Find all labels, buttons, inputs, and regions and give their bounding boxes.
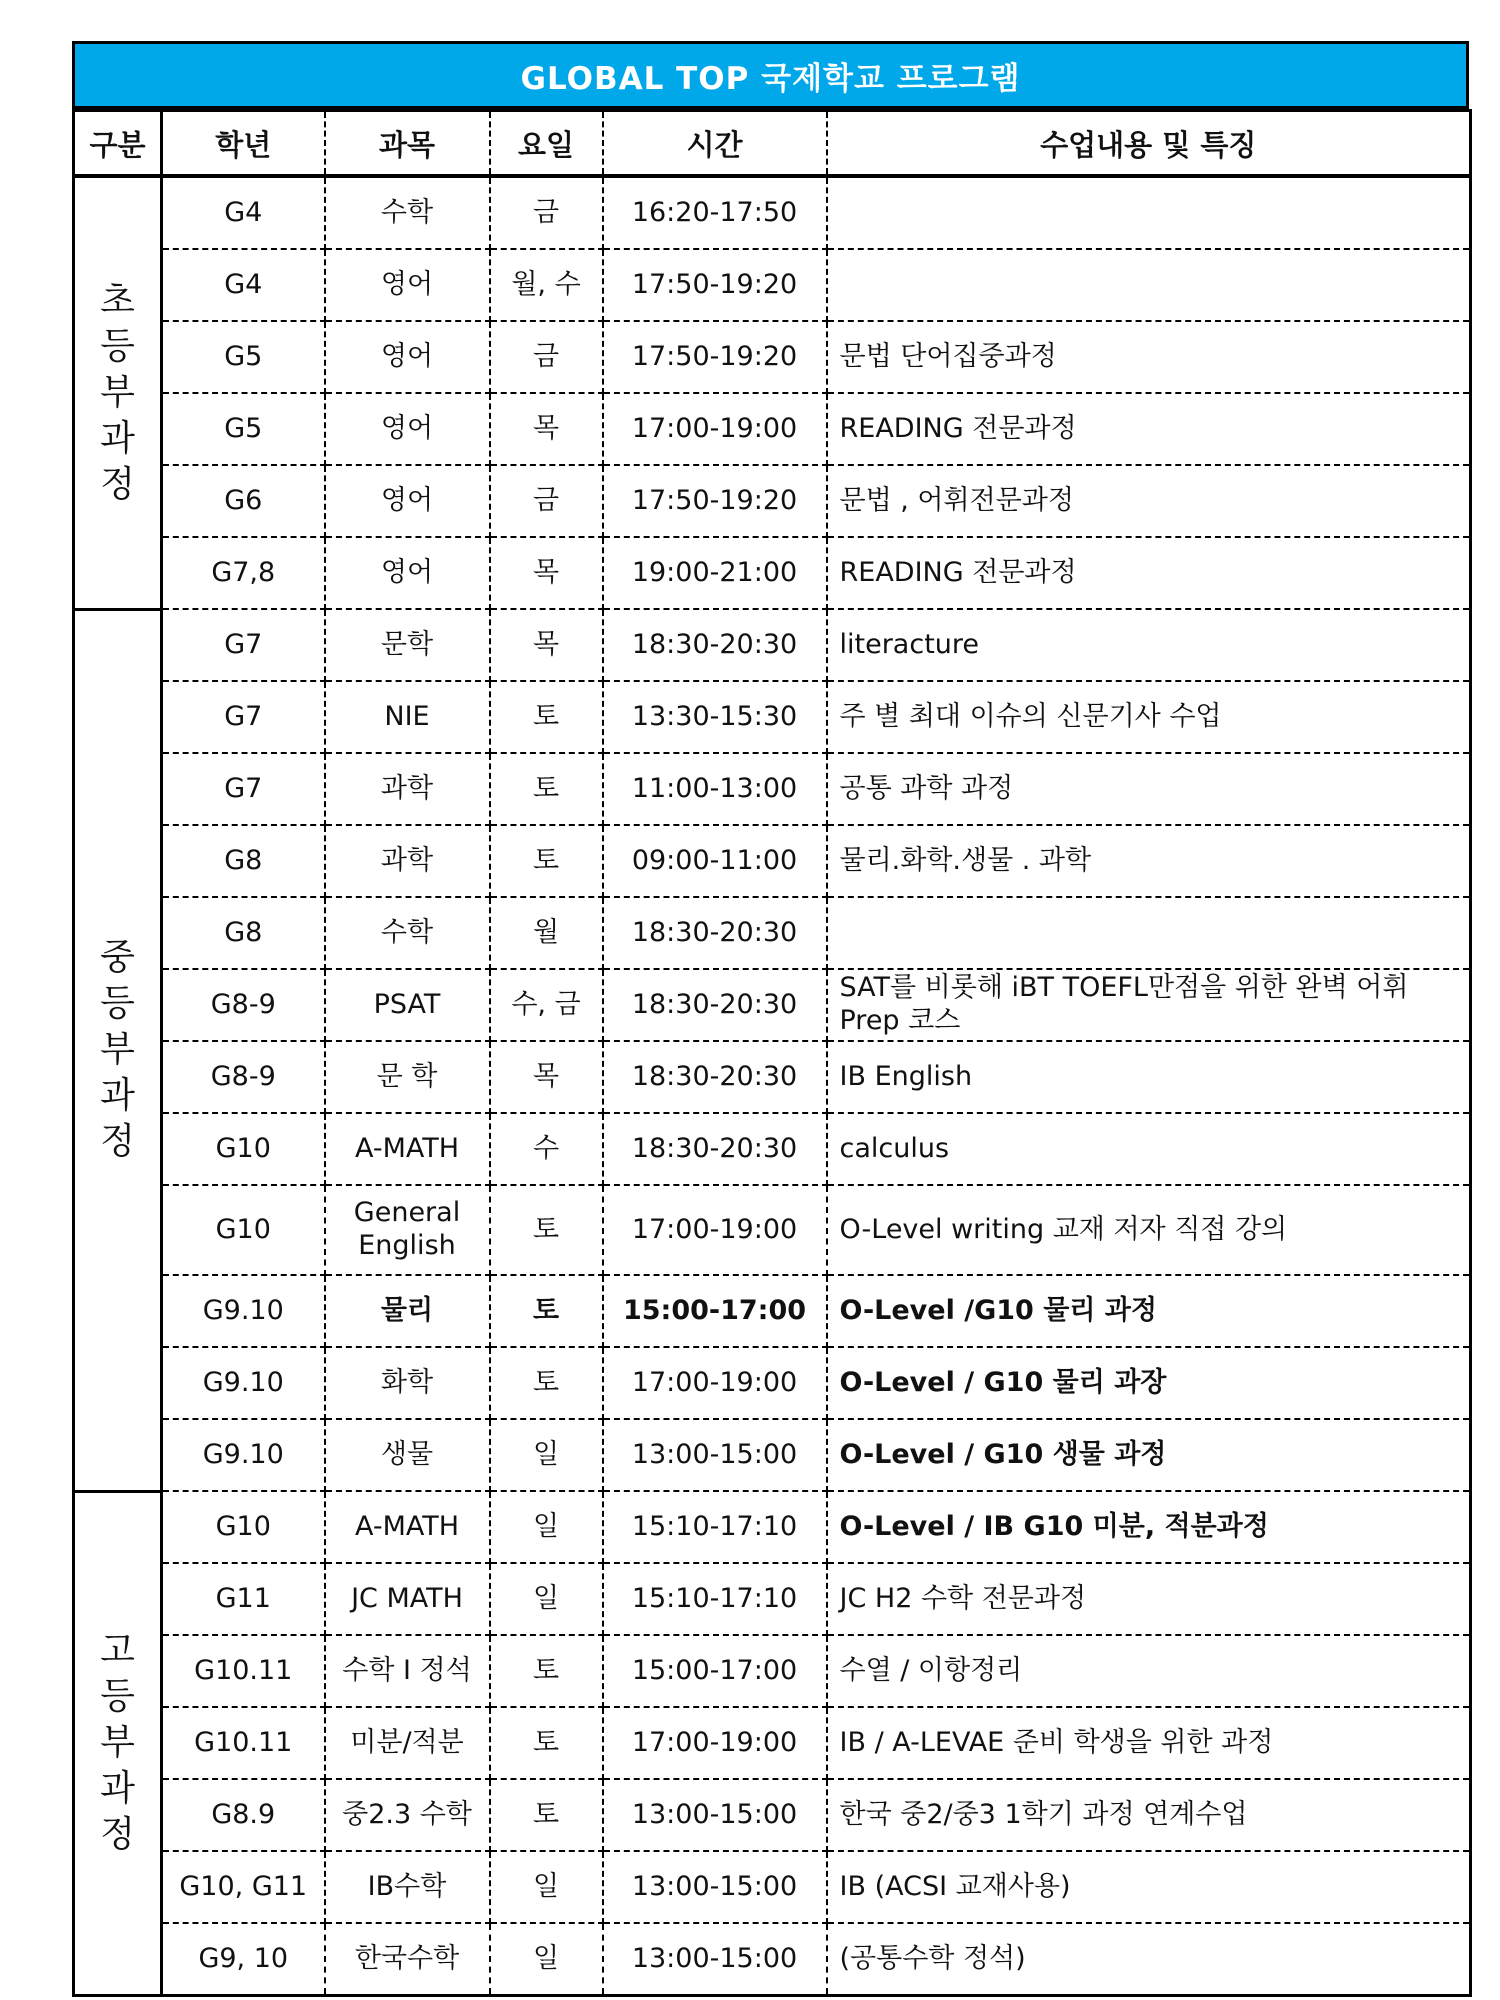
table-row	[74, 321, 1471, 393]
day-cell: 토	[490, 1347, 603, 1419]
header-day: 요일	[490, 111, 603, 177]
header-time: 시간	[603, 111, 827, 177]
table-row	[74, 537, 1471, 609]
subject-cell: NIE	[325, 681, 490, 753]
time-cell: 13:00-15:00	[603, 1851, 827, 1923]
table-row	[74, 1347, 1471, 1419]
day-cell: 일	[490, 1923, 603, 1996]
subject-cell: 수학	[325, 897, 490, 969]
grade-cell: G9, 10	[162, 1923, 325, 1996]
table-row	[74, 176, 1471, 249]
grade-cell: G8	[162, 825, 325, 897]
description-cell: 물리.화학.생물 . 과학	[827, 825, 1471, 897]
subject-cell: 영어	[325, 393, 490, 465]
day-cell: 수	[490, 1113, 603, 1185]
description-cell	[827, 176, 1471, 249]
table-row	[74, 1275, 1471, 1347]
description-cell: O-Level writing 교재 저자 직접 강의	[827, 1185, 1471, 1275]
description-cell: O-Level / G10 물리 과장	[827, 1347, 1471, 1419]
subject-cell: 미분/적분	[325, 1707, 490, 1779]
description-cell: READING 전문과정	[827, 537, 1471, 609]
table-row	[74, 1923, 1471, 1996]
subject-cell: 영어	[325, 249, 490, 321]
grade-cell: G9.10	[162, 1347, 325, 1419]
grade-cell: G10	[162, 1113, 325, 1185]
time-cell: 15:10-17:10	[603, 1563, 827, 1635]
time-cell: 18:30-20:30	[603, 1041, 827, 1113]
day-cell: 토	[490, 1635, 603, 1707]
time-cell: 15:00-17:00	[603, 1635, 827, 1707]
header-subject: 과목	[325, 111, 490, 177]
header-grade: 학년	[162, 111, 325, 177]
header-row	[74, 111, 1471, 177]
description-cell	[827, 249, 1471, 321]
day-cell: 일	[490, 1851, 603, 1923]
table-row	[74, 393, 1471, 465]
section-label-char: 정	[100, 1814, 135, 1856]
grade-cell: G10, G11	[162, 1851, 325, 1923]
subject-cell: 문학	[325, 609, 490, 681]
section-label-char: 정	[100, 463, 135, 505]
day-cell: 일	[490, 1419, 603, 1491]
header-description: 수업내용 및 특징	[827, 111, 1471, 177]
subject-cell: 영어	[325, 537, 490, 609]
description-cell: 문법 , 어휘전문과정	[827, 465, 1471, 537]
description-cell: 문법 단어집중과정	[827, 321, 1471, 393]
section-label-char: 등	[100, 982, 135, 1024]
subject-cell: A-MATH	[325, 1491, 490, 1563]
table-row	[74, 1491, 1471, 1563]
time-cell: 17:50-19:20	[603, 465, 827, 537]
description-cell: SAT를 비롯해 iBT TOEFL만점을 위한 완벽 어휘 Prep 코스	[827, 969, 1471, 1041]
section-label-char: 등	[100, 1676, 135, 1718]
section-label-char: 부	[100, 1722, 135, 1764]
day-cell: 금	[490, 176, 603, 249]
description-cell: 주 별 최대 이슈의 신문기사 수업	[827, 681, 1471, 753]
grade-cell: G7	[162, 609, 325, 681]
grade-cell: G8-9	[162, 969, 325, 1041]
subject-cell: 수학 I 정석	[325, 1635, 490, 1707]
grade-cell: G11	[162, 1563, 325, 1635]
description-cell: (공통수학 정석)	[827, 1923, 1471, 1996]
section-label	[74, 176, 162, 609]
subject-cell: 화학	[325, 1347, 490, 1419]
table-row	[74, 1851, 1471, 1923]
time-cell: 17:50-19:20	[603, 321, 827, 393]
subject-cell: General English	[325, 1185, 490, 1275]
table-row	[74, 681, 1471, 753]
section-label	[74, 609, 162, 1491]
section-label-char: 부	[100, 371, 135, 413]
table-row	[74, 465, 1471, 537]
subject-cell: 중2.3 수학	[325, 1779, 490, 1851]
grade-cell: G10	[162, 1185, 325, 1275]
page-title: GLOBAL TOP 국제학교 프로그램	[72, 41, 1469, 109]
grade-cell: G8-9	[162, 1041, 325, 1113]
grade-cell: G7	[162, 681, 325, 753]
time-cell: 18:30-20:30	[603, 609, 827, 681]
grade-cell: G10.11	[162, 1635, 325, 1707]
subject-cell: 과학	[325, 753, 490, 825]
day-cell: 토	[490, 681, 603, 753]
description-cell: literacture	[827, 609, 1471, 681]
time-cell: 15:10-17:10	[603, 1491, 827, 1563]
table-row	[74, 1707, 1471, 1779]
table-row	[74, 609, 1471, 681]
day-cell: 토	[490, 753, 603, 825]
time-cell: 17:00-19:00	[603, 1185, 827, 1275]
description-cell: IB (ACSI 교재사용)	[827, 1851, 1471, 1923]
table-row	[74, 1635, 1471, 1707]
time-cell: 09:00-11:00	[603, 825, 827, 897]
section-label	[74, 1491, 162, 1996]
description-cell: READING 전문과정	[827, 393, 1471, 465]
table-row	[74, 753, 1471, 825]
table-row	[74, 897, 1471, 969]
table-row	[74, 249, 1471, 321]
description-cell	[827, 897, 1471, 969]
description-cell: IB English	[827, 1041, 1471, 1113]
grade-cell: G5	[162, 393, 325, 465]
grade-cell: G6	[162, 465, 325, 537]
day-cell: 목	[490, 537, 603, 609]
grade-cell: G5	[162, 321, 325, 393]
section-label-char: 과	[100, 1768, 135, 1810]
subject-cell: 물리	[325, 1275, 490, 1347]
day-cell: 토	[490, 1707, 603, 1779]
time-cell: 15:00-17:00	[603, 1275, 827, 1347]
subject-cell: 영어	[325, 465, 490, 537]
time-cell: 18:30-20:30	[603, 969, 827, 1041]
subject-cell: 생물	[325, 1419, 490, 1491]
time-cell: 19:00-21:00	[603, 537, 827, 609]
table-row	[74, 825, 1471, 897]
time-cell: 18:30-20:30	[603, 1113, 827, 1185]
day-cell: 토	[490, 1275, 603, 1347]
time-cell: 17:00-19:00	[603, 393, 827, 465]
time-cell: 17:00-19:00	[603, 1707, 827, 1779]
day-cell: 목	[490, 609, 603, 681]
subject-cell: 영어	[325, 321, 490, 393]
subject-cell: 과학	[325, 825, 490, 897]
day-cell: 월, 수	[490, 249, 603, 321]
grade-cell: G8.9	[162, 1779, 325, 1851]
day-cell: 일	[490, 1491, 603, 1563]
table-row	[74, 1041, 1471, 1113]
day-cell: 월	[490, 897, 603, 969]
time-cell: 18:30-20:30	[603, 897, 827, 969]
description-cell: 공통 과학 과정	[827, 753, 1471, 825]
subject-cell: 수학	[325, 176, 490, 249]
day-cell: 토	[490, 1779, 603, 1851]
grade-cell: G7,8	[162, 537, 325, 609]
grade-cell: G10.11	[162, 1707, 325, 1779]
table-row	[74, 1185, 1471, 1275]
grade-cell: G8	[162, 897, 325, 969]
day-cell: 토	[490, 1185, 603, 1275]
day-cell: 토	[490, 825, 603, 897]
description-cell: IB / A-LEVAE 준비 학생을 위한 과정	[827, 1707, 1471, 1779]
day-cell: 수, 금	[490, 969, 603, 1041]
time-cell: 13:30-15:30	[603, 681, 827, 753]
description-cell: O-Level /G10 물리 과정	[827, 1275, 1471, 1347]
section-label-char: 등	[100, 325, 135, 367]
subject-cell: JC MATH	[325, 1563, 490, 1635]
day-cell: 목	[490, 1041, 603, 1113]
time-cell: 13:00-15:00	[603, 1419, 827, 1491]
day-cell: 금	[490, 321, 603, 393]
grade-cell: G9.10	[162, 1419, 325, 1491]
day-cell: 목	[490, 393, 603, 465]
section-label-char: 초	[100, 279, 135, 321]
schedule-sheet	[72, 41, 1469, 1997]
section-label-char: 중	[100, 936, 135, 978]
day-cell: 금	[490, 465, 603, 537]
table-row	[74, 1563, 1471, 1635]
subject-cell: PSAT	[325, 969, 490, 1041]
time-cell: 13:00-15:00	[603, 1923, 827, 1996]
subject-cell: 한국수학	[325, 1923, 490, 1996]
description-cell: O-Level / IB G10 미분, 적분과정	[827, 1491, 1471, 1563]
section-label-char: 고	[100, 1630, 135, 1672]
table-row	[74, 1419, 1471, 1491]
section-label-char: 부	[100, 1028, 135, 1070]
day-cell: 일	[490, 1563, 603, 1635]
section-label-char: 과	[100, 1075, 135, 1117]
time-cell: 17:50-19:20	[603, 249, 827, 321]
grade-cell: G9.10	[162, 1275, 325, 1347]
time-cell: 16:20-17:50	[603, 176, 827, 249]
subject-cell: IB수학	[325, 1851, 490, 1923]
description-cell: JC H2 수학 전문과정	[827, 1563, 1471, 1635]
header-category: 구분	[74, 111, 162, 177]
subject-cell: 문 학	[325, 1041, 490, 1113]
schedule-body	[74, 176, 1471, 1996]
schedule-table	[72, 109, 1472, 1997]
description-cell: 수열 / 이항정리	[827, 1635, 1471, 1707]
time-cell: 13:00-15:00	[603, 1779, 827, 1851]
time-cell: 17:00-19:00	[603, 1347, 827, 1419]
description-cell: O-Level / G10 생물 과정	[827, 1419, 1471, 1491]
grade-cell: G10	[162, 1491, 325, 1563]
time-cell: 11:00-13:00	[603, 753, 827, 825]
section-label-char: 정	[100, 1121, 135, 1163]
subject-cell: A-MATH	[325, 1113, 490, 1185]
description-cell: calculus	[827, 1113, 1471, 1185]
grade-cell: G4	[162, 176, 325, 249]
table-row	[74, 969, 1471, 1041]
section-label-char: 과	[100, 417, 135, 459]
description-cell: 한국 중2/중3 1학기 과정 연계수업	[827, 1779, 1471, 1851]
table-row	[74, 1779, 1471, 1851]
grade-cell: G4	[162, 249, 325, 321]
grade-cell: G7	[162, 753, 325, 825]
table-row	[74, 1113, 1471, 1185]
